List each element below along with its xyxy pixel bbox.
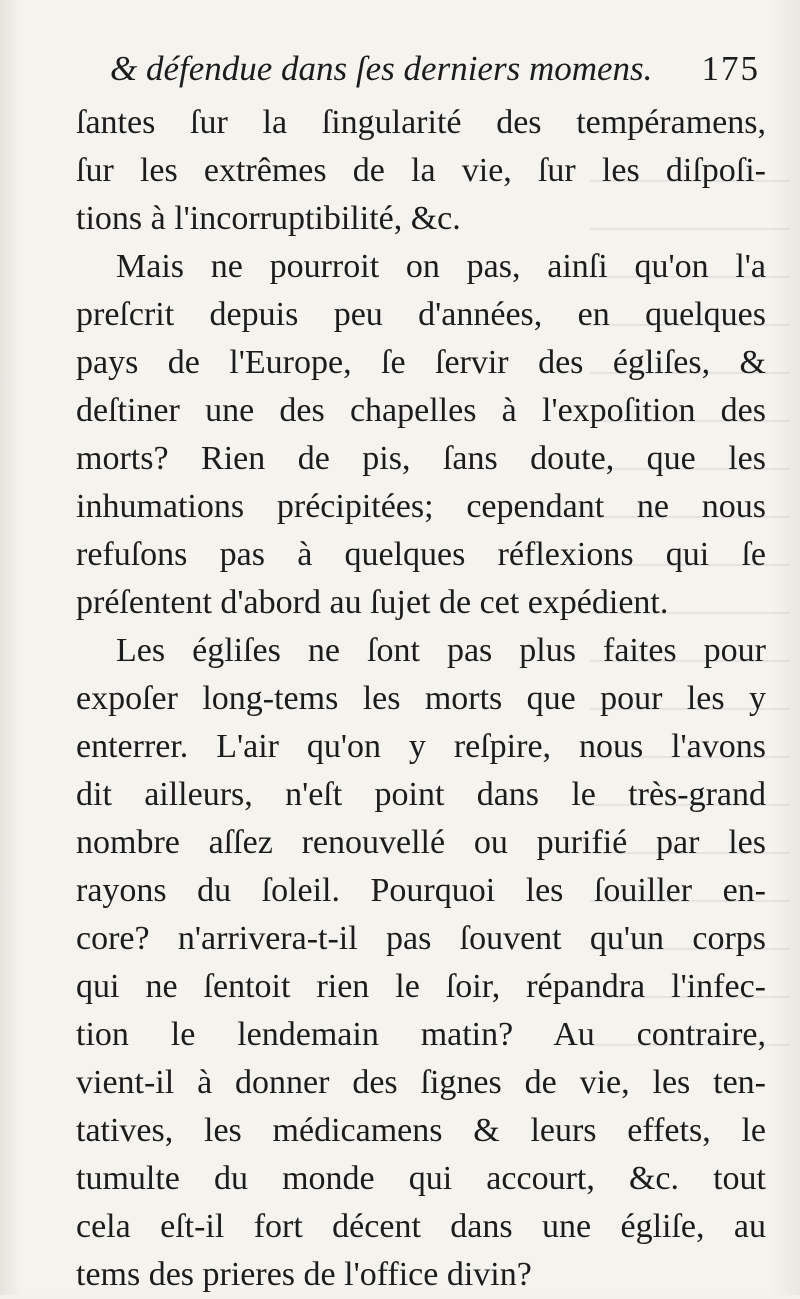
text-line: rayons du ſoleil. Pourquoi les ſouiller en- (76, 872, 766, 909)
text-line: vient-il à donner des ſignes de vie, les ten- (76, 1064, 766, 1101)
running-title: & défendue dans ſes derniers momens. (110, 49, 653, 88)
text-line: enterrer. L'air qu'on y reſpire, nous l'avons (76, 728, 766, 765)
text-line: core? n'arrivera-t-il pas ſouvent qu'un corps (76, 920, 766, 957)
text-line: morts? Rien de pis, ſans doute, que les (76, 440, 766, 477)
text-line: tions à l'incorruptibilité, &c. (76, 200, 461, 237)
page-number: 175 (701, 49, 760, 88)
text-line: tatives, les médicamens & leurs effets, le (76, 1112, 766, 1149)
body-text (76, 99, 766, 1299)
text-line: tion le lendemain matin? Au contraire, (76, 1016, 766, 1053)
text-line: ſantes ſur la ſingularité des tempéramens, (76, 104, 766, 141)
text-line: qui ne ſentoit rien le ſoir, répandra l'infec- (76, 968, 766, 1005)
text-line: expoſer long-tems les morts que pour les y (76, 680, 766, 717)
text-line: nombre aſſez renouvellé ou purifié par les (76, 824, 766, 861)
text-line: tems des prieres de l'office divin? (76, 1256, 532, 1293)
paragraph-first-line: Les égliſes ne ſont pas plus faites pour (116, 632, 766, 669)
text-line: refuſons pas à quelques réflexions qui ſe (76, 536, 766, 573)
text-line: inhumations précipitées; cependant ne nous (76, 488, 766, 525)
text-line: ſur les extrêmes de la vie, ſur les diſpoſi- (76, 152, 766, 189)
paragraph-first-line: Mais ne pourroit on pas, ainſi qu'on l'a (116, 248, 766, 285)
text-line: cela eſt-il fort décent dans une égliſe, au (76, 1208, 766, 1245)
text-line: tumulte du monde qui accourt, &c. tout (76, 1160, 766, 1197)
text-line: deſtiner une des chapelles à l'expoſition des (76, 392, 766, 429)
page-header (110, 38, 760, 100)
text-line: pays de l'Europe, ſe ſervir des égliſes, & (76, 344, 766, 381)
text-line: dit ailleurs, n'eſt point dans le très-grand (76, 776, 766, 813)
text-line: preſcrit depuis peu d'années, en quelques (76, 296, 766, 333)
text-line: préſentent d'abord au ſujet de cet expédient. (76, 584, 669, 621)
